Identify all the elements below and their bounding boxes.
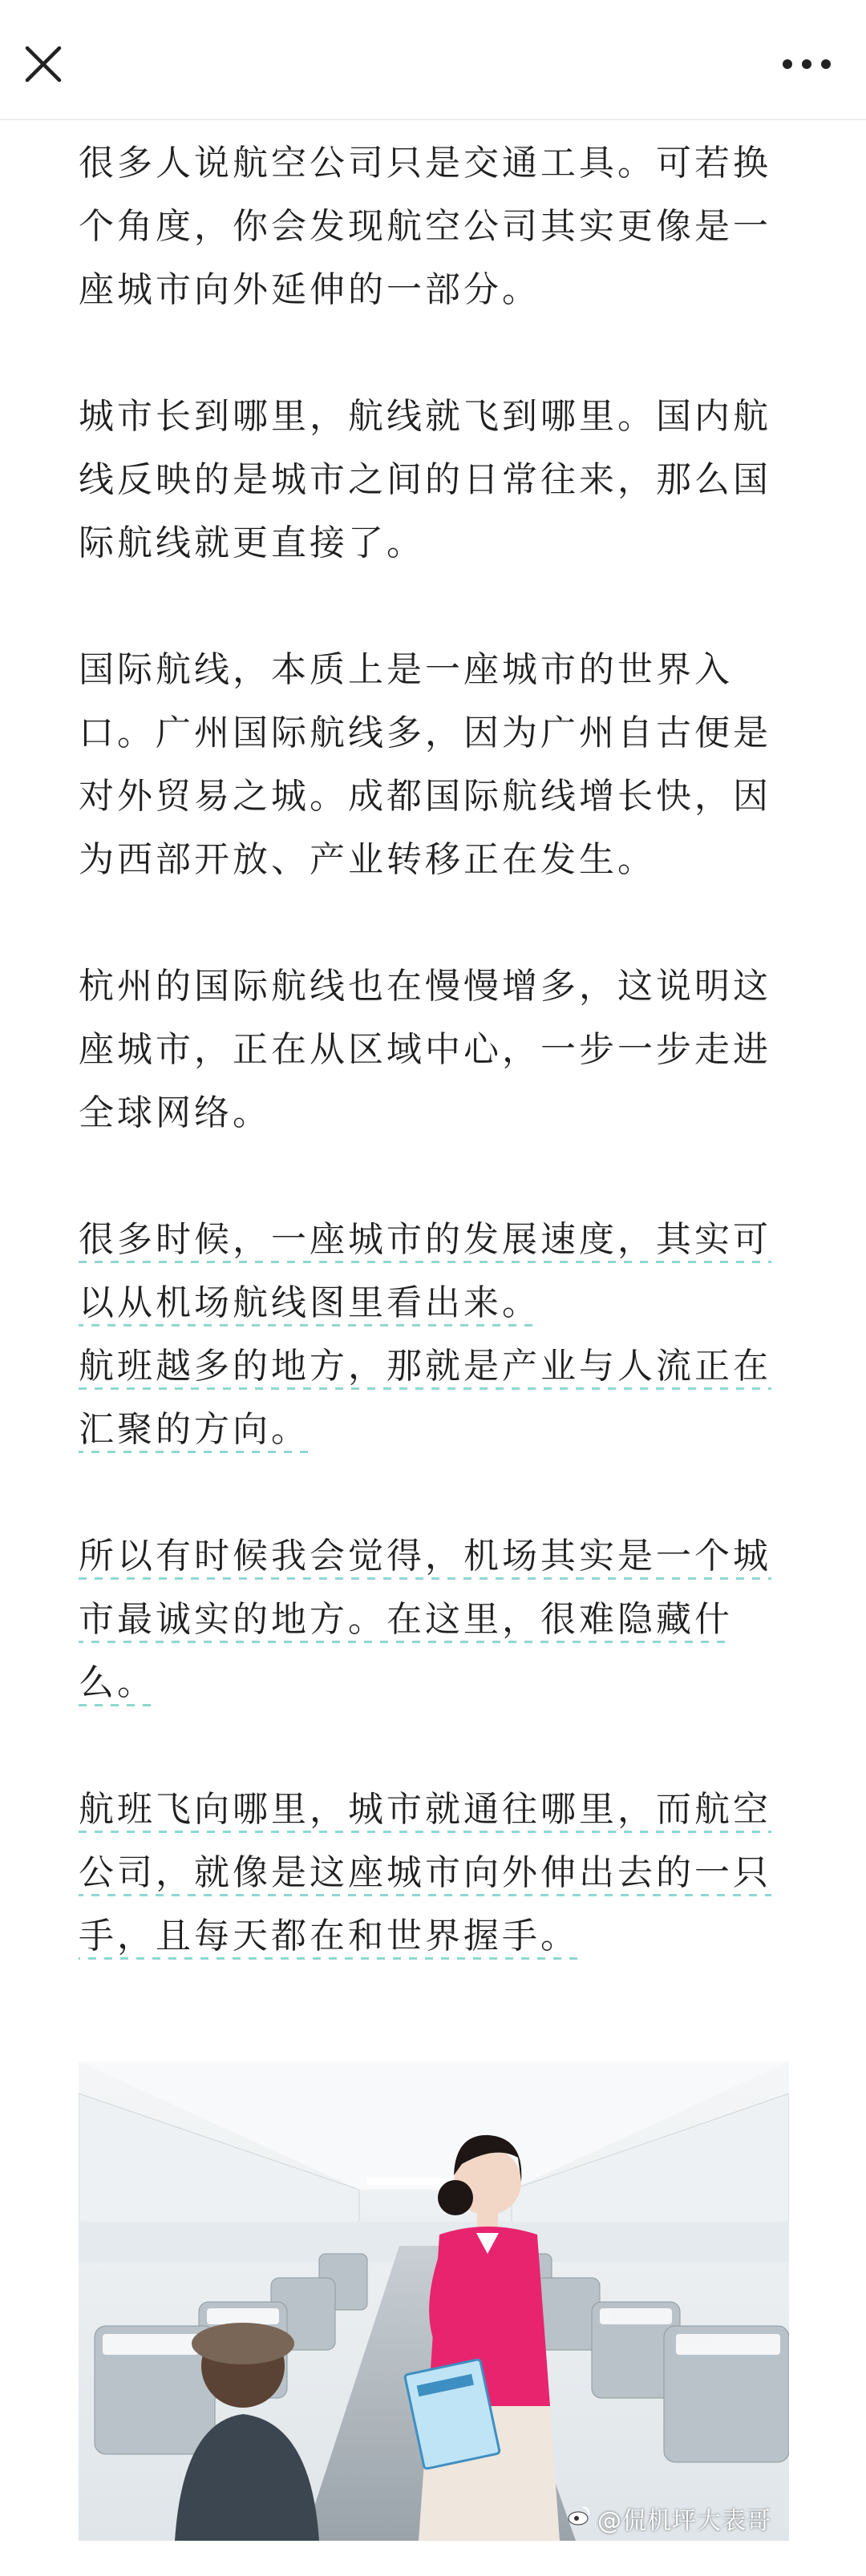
- more-dots-icon[interactable]: [778, 55, 836, 74]
- weibo-icon: [567, 2505, 591, 2533]
- paragraph-7: 航班飞向哪里，城市就通往哪里，而航空公司，就像是这座城市向外伸出去的一只手，且每天都在和世界握手。: [79, 1778, 792, 1968]
- paragraph-2: 城市长到哪里，航线就飞到哪里。国内航线反映的是城市之间的日常往来，那么国际航线就更直接了。: [79, 396, 771, 563]
- close-icon[interactable]: [21, 42, 66, 87]
- watermark-text: @侃机坪大表哥: [597, 2507, 771, 2535]
- top-bar: [0, 0, 866, 120]
- article-body: [79, 131, 792, 1968]
- photo-watermark: [567, 2501, 771, 2536]
- paragraph-5: [79, 1208, 792, 1461]
- paragraph-5-line-2: 航班越多的地方，那就是产业与人流正在汇聚的方向。: [79, 1346, 771, 1455]
- paragraph-1: 很多人说航空公司只是交通工具。可若换个角度，你会发现航空公司其实更像是一座城市向外延伸的一部分。: [79, 143, 771, 310]
- paragraph-4: 杭州的国际航线也在慢慢增多，这说明这座城市，正在从区域中心，一步一步走进全球网络。: [79, 966, 771, 1133]
- cabin-illustration: [79, 2061, 789, 2541]
- paragraph-3: 国际航线，本质上是一座城市的世界入口。广州国际航线多，因为广州自古便是对外贸易之城。成都国际航线增长快，因为西部开放、产业转移正在发生。: [79, 649, 771, 880]
- paragraph-6: 所以有时候我会觉得，机场其实是一个城市最诚实的地方。在这里，很难隐藏什么。: [79, 1524, 792, 1714]
- paragraph-5-line-1: 很多时候，一座城市的发展速度，其实可以从机场航线图里看出来。: [79, 1219, 771, 1328]
- cabin-photo[interactable]: [79, 2061, 789, 2541]
